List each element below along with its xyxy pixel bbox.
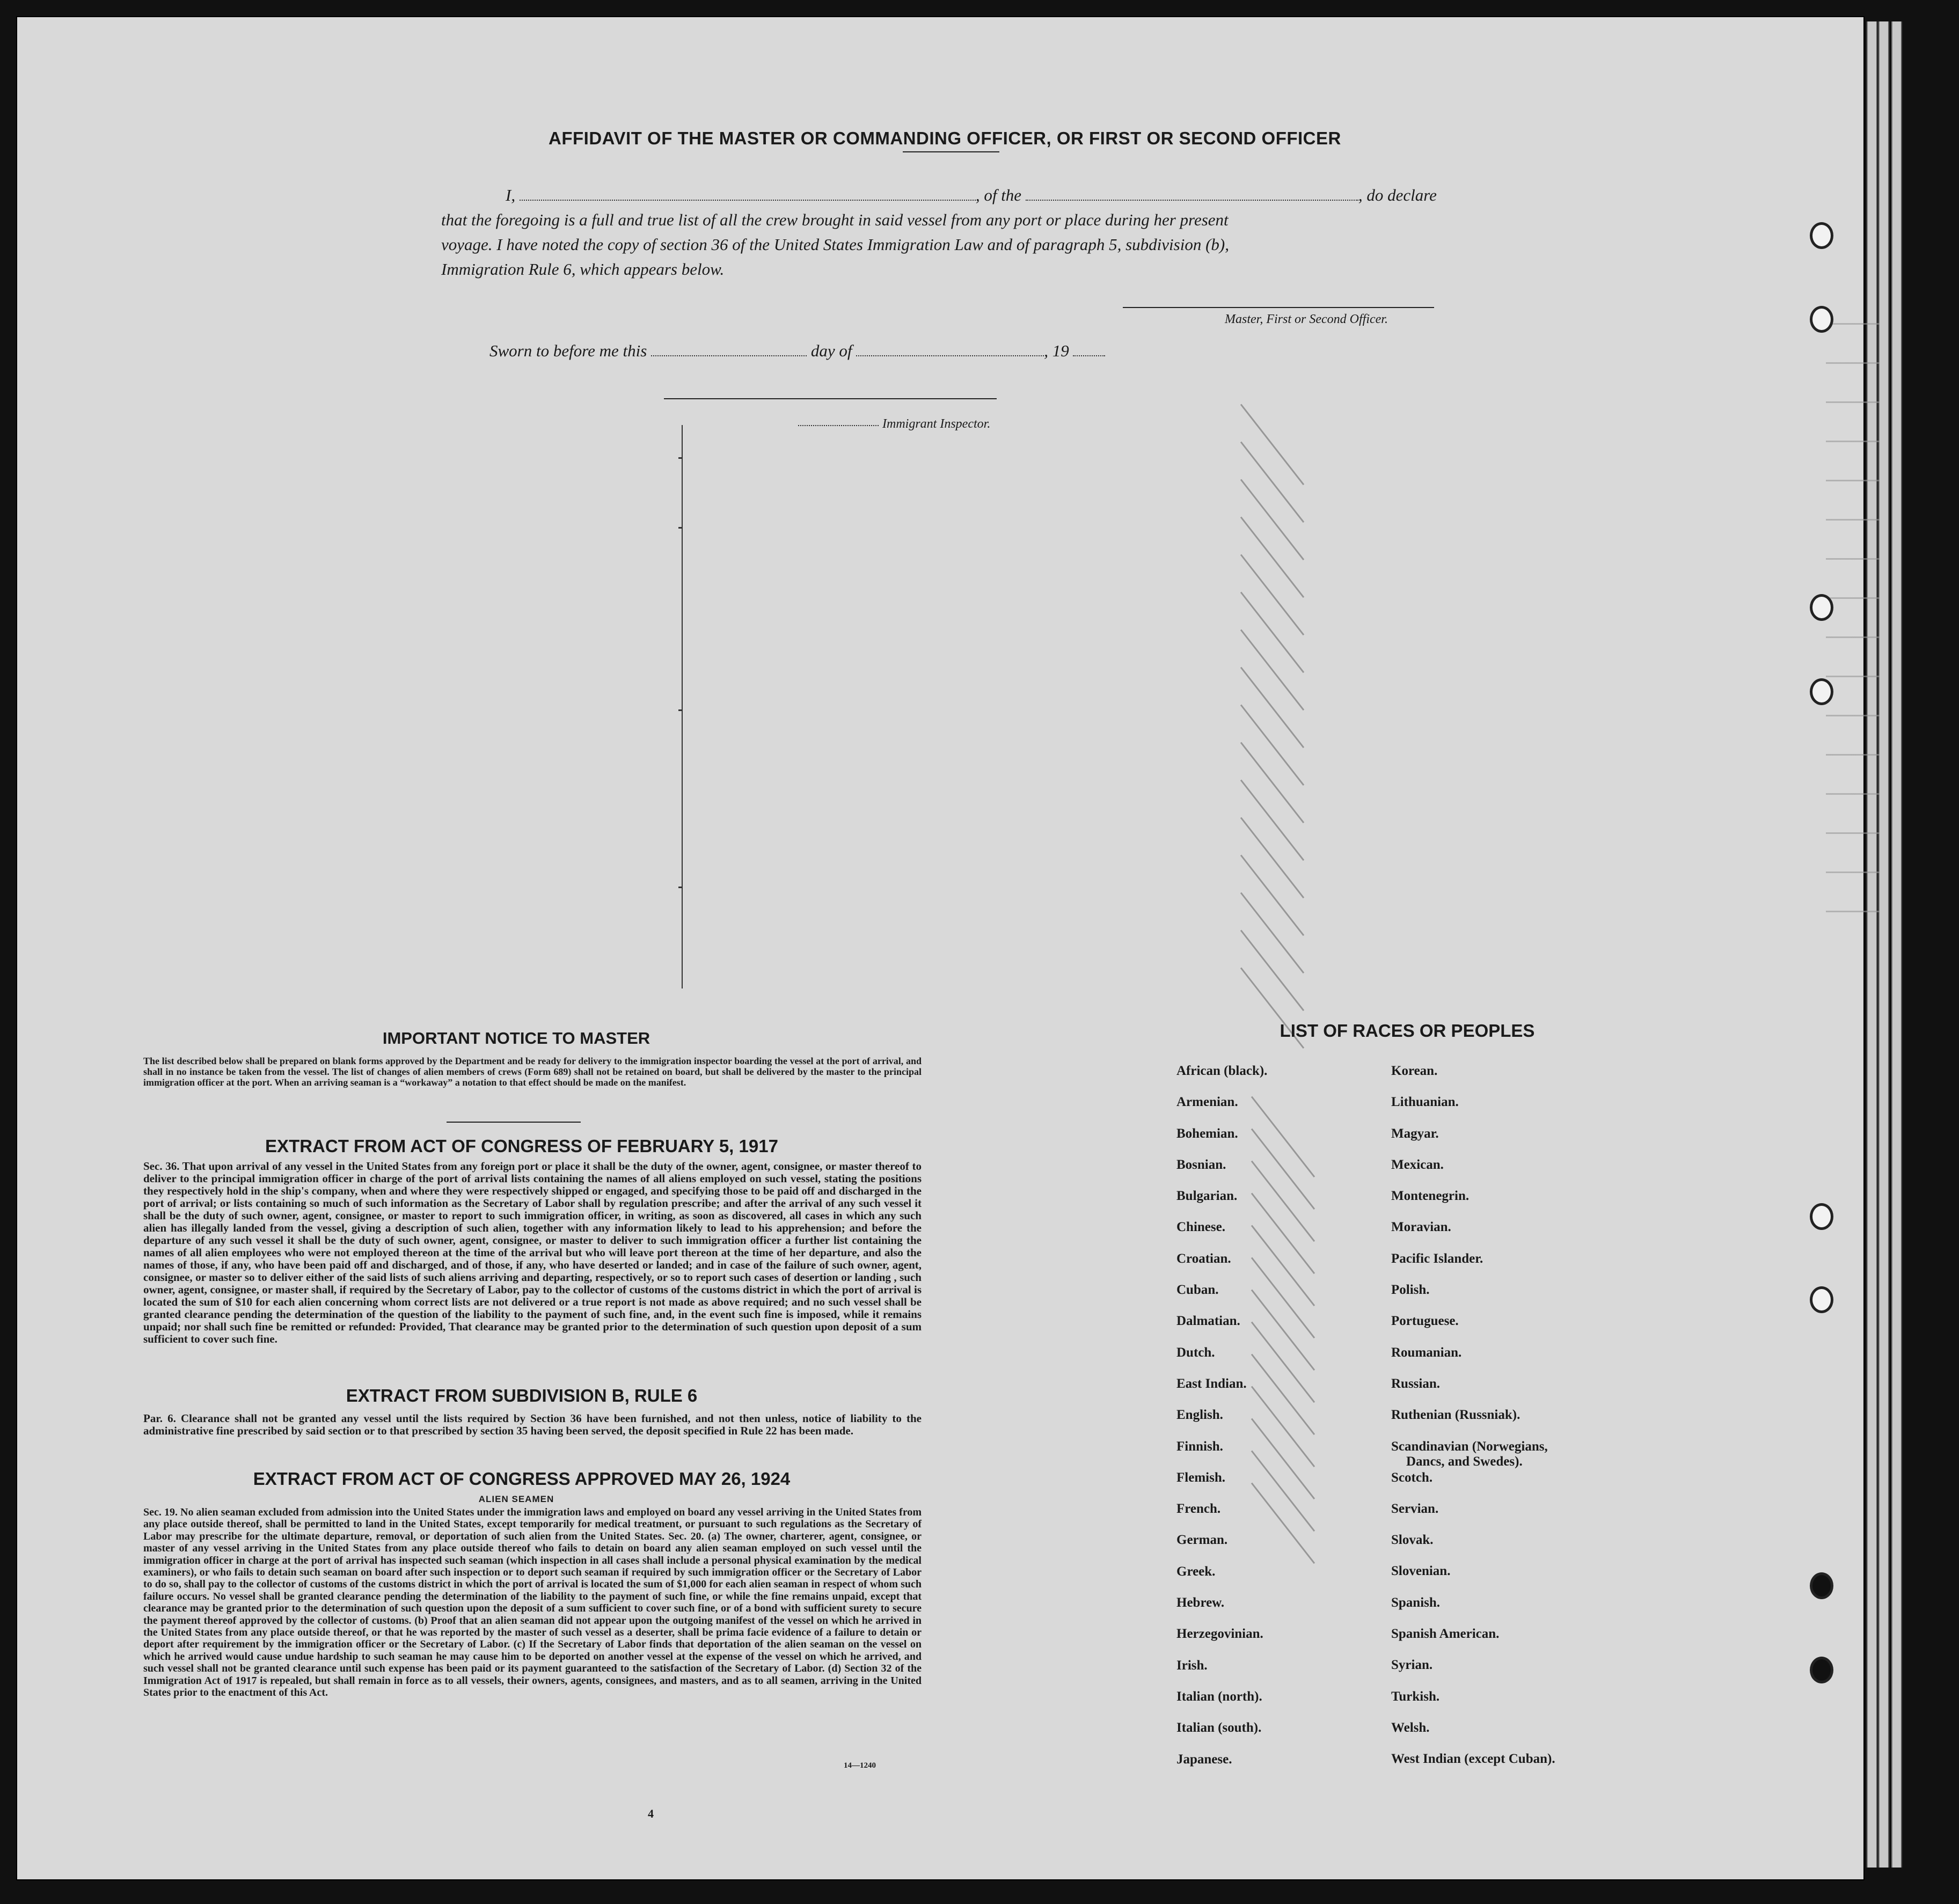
extract-rule6-body: Par. 6. Clearance shall not be granted any vessel until the lists required by Section 36 have been furnished, and not then unless, notice of liability to the administrative fine prescribed by said section or to that prescribed by section 35 having been served, the deposit specified in Rule 22 has been made. <box>143 1412 922 1437</box>
race-left-item: Croatian. <box>1176 1251 1231 1266</box>
race-left-item: Chinese. <box>1176 1220 1225 1235</box>
race-left-item: Bohemian. <box>1176 1126 1238 1141</box>
race-left-item: Finnish. <box>1176 1439 1223 1454</box>
text-i: I, <box>506 186 516 204</box>
pencil-ditto-mark <box>1240 554 1304 636</box>
race-right-item: Slovenian. <box>1391 1564 1451 1579</box>
bleed-through-grid <box>1826 285 1880 929</box>
extract-rule6-title: EXTRACT FROM SUBDIVISION B, RULE 6 <box>346 1386 698 1405</box>
race-left-item: Dalmatian. <box>1176 1314 1240 1329</box>
race-right-item: Ruthenian (Russniak). <box>1391 1408 1521 1423</box>
extract-1917-title: EXTRACT FROM ACT OF CONGRESS OF FEBRUARY 5, 1917 <box>265 1136 778 1156</box>
sworn-year-blank[interactable] <box>1073 345 1105 356</box>
master-signature-line[interactable] <box>1123 307 1434 308</box>
affidavit-title: AFFIDAVIT OF THE MASTER OR COMMANDING OFFICER, OR FIRST OR SECOND OFFICER <box>549 128 1341 148</box>
races-right-column <box>1391 1064 1649 1783</box>
pencil-ditto-mark <box>1240 930 1304 1012</box>
race-left-item: Dutch. <box>1176 1345 1215 1360</box>
race-left-item: Hebrew. <box>1176 1595 1225 1610</box>
bleed-through-column-line <box>682 425 683 988</box>
form-number: 14—1240 <box>844 1761 876 1770</box>
page-number: 4 <box>648 1807 654 1820</box>
pencil-ditto-mark <box>1240 479 1304 561</box>
race-left-item: Irish. <box>1176 1658 1208 1673</box>
race-right-item: Russian. <box>1391 1376 1441 1391</box>
race-left-item: Flemish. <box>1176 1470 1225 1485</box>
race-right-item: Scotch. <box>1391 1470 1433 1485</box>
inspector-dotted-line <box>798 419 879 426</box>
race-left-item: Cuban. <box>1176 1283 1219 1298</box>
sworn-prefix: Sworn to before me this <box>489 341 647 360</box>
column-tick <box>678 527 683 529</box>
race-right-item: Montenegrin. <box>1391 1189 1470 1204</box>
race-right-item: Spanish American. <box>1391 1627 1500 1642</box>
pencil-ditto-mark <box>1240 780 1304 861</box>
race-left-item: Bulgarian. <box>1176 1189 1238 1204</box>
race-right-item: Lithuanian. <box>1391 1095 1459 1110</box>
race-left-item: English. <box>1176 1408 1223 1423</box>
race-left-item: Italian (south). <box>1176 1720 1262 1735</box>
race-right-item: Slovak. <box>1391 1533 1434 1548</box>
text-do-declare: , do declare <box>1358 186 1437 204</box>
race-right-item: Dancs, and Swedes). <box>1406 1454 1523 1469</box>
master-signature-label: Master, First or Second Officer. <box>1225 312 1388 326</box>
pencil-ditto-mark <box>1240 592 1304 673</box>
inspector-signature-line[interactable] <box>664 398 997 399</box>
pencil-ditto-mark <box>1240 892 1304 974</box>
race-left-item: Armenian. <box>1176 1095 1238 1110</box>
sworn-year-text: , 19 <box>1044 341 1069 360</box>
races-title: LIST OF RACES OR PEOPLES <box>1280 1021 1535 1041</box>
race-right-item: Moravian. <box>1391 1220 1451 1235</box>
pencil-ditto-mark <box>1240 817 1304 899</box>
affidavit-line-4: Immigration Rule 6, which appears below. <box>441 260 725 279</box>
race-left-item: East Indian. <box>1176 1376 1247 1391</box>
race-right-item: Syrian. <box>1391 1658 1433 1673</box>
column-tick <box>678 887 683 888</box>
alien-seamen-subtitle: ALIEN SEAMEN <box>478 1494 554 1504</box>
affidavit-line-3: voyage. I have noted the copy of section 36 of the United States Immigration Law and of paragraph 5, subdivision (b), <box>441 235 1229 254</box>
vessel-name-blank[interactable] <box>1026 189 1358 201</box>
race-right-item: Welsh. <box>1391 1720 1430 1735</box>
race-left-item: African (black). <box>1176 1064 1268 1078</box>
notice-body: The list described below shall be prepared on blank forms approved by the Department and be ready for delivery to the immigration inspector boarding the vessel at the port of arrival, and shall in no instance be taken from the vessel. The list of changes of alien members of crews (Form 689) shall not be retained on board, but shall be delivered by the master to the principal immigration officer at the port. When an arriving seaman is a “workaway” a notation to that effect should be made on the manifest. <box>143 1056 922 1088</box>
pencil-ditto-mark <box>1240 517 1304 598</box>
column-tick <box>678 709 683 711</box>
race-right-item: Spanish. <box>1391 1595 1441 1610</box>
race-right-item: Roumanian. <box>1391 1345 1462 1360</box>
sworn-line <box>489 339 1241 363</box>
race-left-item: French. <box>1176 1502 1221 1517</box>
race-right-item: Scandinavian (Norwegians, <box>1391 1439 1548 1454</box>
race-left-item: Bosnian. <box>1176 1157 1226 1172</box>
race-right-item: Turkish. <box>1391 1689 1440 1704</box>
page-edge-2 <box>1878 21 1889 1868</box>
text-of-the: , of the <box>975 186 1022 204</box>
pencil-ditto-mark <box>1240 667 1304 749</box>
races-left-column <box>1176 1064 1380 1783</box>
race-right-item: Korean. <box>1391 1064 1438 1078</box>
race-left-item: German. <box>1176 1533 1228 1548</box>
sworn-month-blank[interactable] <box>856 345 1044 356</box>
punch-hole-1 <box>1810 222 1833 249</box>
extract-1924-title: EXTRACT FROM ACT OF CONGRESS APPROVED MAY 26, 1924 <box>253 1469 791 1489</box>
pencil-ditto-mark <box>1240 705 1304 786</box>
title-rule <box>903 151 999 152</box>
race-left-item: Japanese. <box>1176 1752 1232 1767</box>
pencil-ditto-mark <box>1240 742 1304 824</box>
officer-name-blank[interactable] <box>520 189 976 201</box>
race-right-item: Mexican. <box>1391 1157 1444 1172</box>
punch-hole-4 <box>1810 678 1833 705</box>
column-tick <box>678 457 683 459</box>
pencil-ditto-mark <box>1240 629 1304 711</box>
page-edge-3 <box>1891 21 1902 1868</box>
punch-hole-5 <box>1810 1203 1833 1230</box>
race-left-item: Italian (north). <box>1176 1689 1262 1704</box>
race-right-item: Magyar. <box>1391 1126 1439 1141</box>
race-right-item: Portuguese. <box>1391 1314 1459 1329</box>
sworn-date-blank[interactable] <box>651 345 807 356</box>
race-left-item: Greek. <box>1176 1564 1216 1579</box>
notice-rule <box>447 1122 581 1123</box>
punch-hole-8 <box>1810 1657 1833 1683</box>
punch-hole-6 <box>1810 1286 1833 1313</box>
punch-hole-7 <box>1810 1572 1833 1599</box>
extract-1924-body: Sec. 19. No alien seaman excluded from admission into the United States under the immigration laws and employed on board any vessel arriving in the United States from any place outside thereof, shall be permitted to land in the United States, except temporarily for medical treatment, or pursuant to such regulations as the Secretary of Labor may prescribe for the ultimate departure, removal, or deportation of such alien from the United States. Sec. 20. (a) The owner, charterer, agent, consignee, or master of any vessel arriving in the United States from any place outside thereof who fails to detain on board any alien seaman employed on such vessel until the immigration officer in charge at the port of arrival has inspected such seaman (which inspection in all cases shall include a personal physical examination by the medical examiners), or who fails to detain such seaman on board after such inspection or to deport such seaman if required by such immigration officer or the Secretary of Labor to do so, shall pay to the collector of customs of the customs district in which the port of arrival is located the sum of $1,000 for each alien seaman in respect of whom such failure occurs. No vessel shall be granted clearance pending the determination of the liability to the payment of such fine, or while the fine remains unpaid, except that clearance may be granted prior to the determination of such question upon the deposit of a sum sufficient to cover such fine, or of a bond with sufficient surety to secure the payment thereof approved by the collector of customs. (b) Proof that an alien seaman did not appear upon the outgoing manifest of the vessel on which he arrived in the United States from any place outside thereof, or that he was reported by the master of such vessel as a deserter, shall be prima facie evidence of a failure to detain or deport after requirement by the immigration officer or the Secretary of Labor. (c) If the Secretary of Labor finds that deportation of the alien seaman on the vessel on which he arrived would cause undue hardship to such seaman he may cause him to be deported on another vessel at the expense of the vessel on which he arrived, and such vessel shall not be granted clearance until such expense has been paid or its payment guaranteed to the satisfaction of the Secretary of Labor. (d) Section 32 of the Immigration Act of 1917 is repealed, but shall remain in force as to all vessels, their owners, agents, consignees, and masters, and as to all seamen, arriving in the United States prior to the enactment of this Act. <box>143 1506 922 1699</box>
race-left-item: Herzegovinian. <box>1176 1627 1263 1642</box>
race-right-item: Pacific Islander. <box>1391 1251 1483 1266</box>
affidavit-line-1 <box>506 184 1488 207</box>
race-right-item: Servian. <box>1391 1501 1439 1516</box>
sworn-day-text: day of <box>810 341 852 360</box>
race-right-item: Polish. <box>1391 1283 1430 1298</box>
affidavit-line-2: that the foregoing is a full and true list of all the crew brought in said vessel from any port or place during her present <box>441 210 1229 229</box>
pencil-ditto-mark <box>1240 855 1304 936</box>
race-right-item: West Indian (except Cuban). <box>1391 1752 1555 1767</box>
punch-hole-2 <box>1810 306 1833 333</box>
punch-hole-3 <box>1810 594 1833 621</box>
manifest-page <box>16 16 1865 1880</box>
pencil-ditto-mark <box>1240 442 1304 523</box>
extract-1917-body: Sec. 36. That upon arrival of any vessel in the United States from any foreign port or place it shall be the duty of the owner, agent, consignee, or master thereof to deliver to the principal immigration officer in charge of the port of arrival lists containing the names of all aliens employed on such vessel, stating the positions they respectively hold in the ship's company, when and where they were respectively shipped or engaged, and specifying those to be paid off and discharged in the port of arrival; or lists containing so much of such information as the Secretary of Labor shall by regulation prescribe; and after the arrival of any such vessel it shall be the duty of such owner, agent, consignee, or master to report to such immigration officer, in writing, as soon as discovered, all cases in which any such alien has illegally landed from the vessel, giving a description of such alien, together with any information likely to lead to his apprehension; and before the departure of any such vessel it shall be the duty of such owner, agent, consignee, or master to deliver to such immigration officer a further list containing the names of all alien employees who were not employed thereon at the time of the arrival but who will leave port thereon at the time of her departure, and also the names of those, if any, who have been paid off and discharged, and of those, if any, who have deserted or landed; and in case of the failure of such owner, agent, consignee, or master so to deliver either of the said lists of such aliens arriving and departing, respectively, or so to report such cases of desertion or landing , such owner, agent, consignee, or master shall, if required by the Secretary of Labor, pay to the collector of customs of the customs district in which the port of arrival is located the sum of $10 for each alien concerning whom correct lists are not delivered or a true report is not made as above required; and no such vessel shall be granted clearance pending the determination of the question of the liability to the payment of such fine, and, in the event such fine is imposed, while it remains unpaid; nor shall such fine be remitted or refunded: Provided, That clearance may be granted prior to the determination of such question upon deposit of a sum sufficient to cover such fine. <box>143 1160 922 1345</box>
inspector-label: Immigrant Inspector. <box>882 417 991 431</box>
notice-title: IMPORTANT NOTICE TO MASTER <box>382 1029 650 1048</box>
pencil-ditto-mark <box>1240 404 1304 486</box>
